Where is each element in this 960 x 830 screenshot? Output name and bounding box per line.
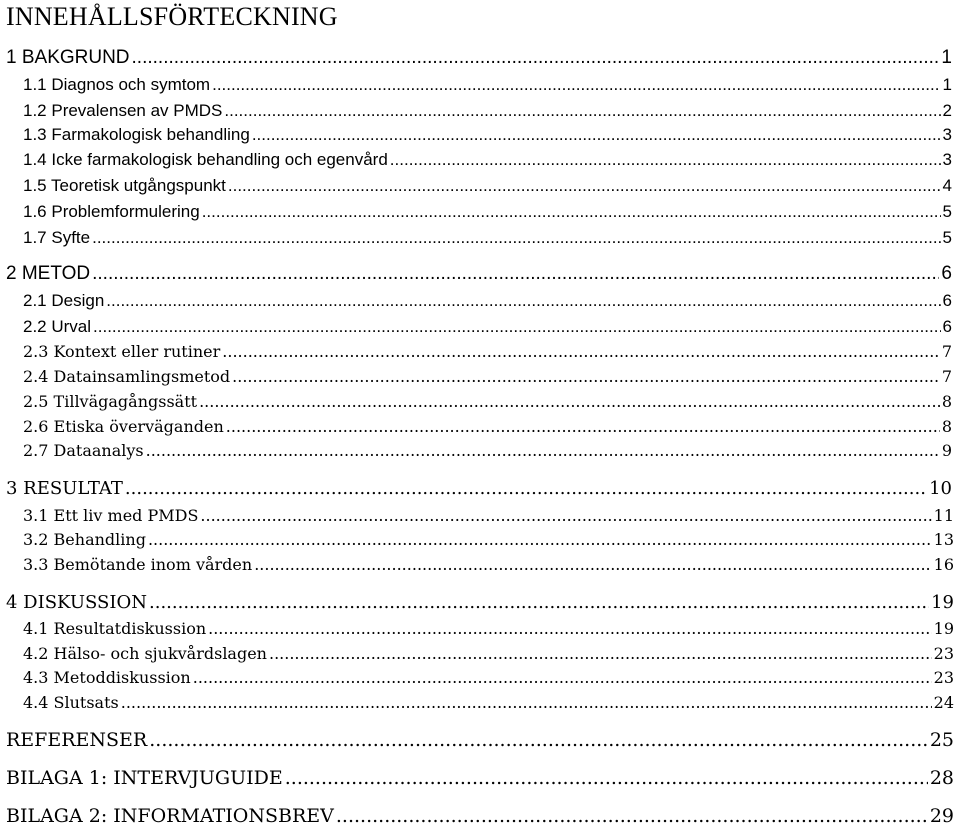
toc-entry-page-number: 6 (942, 291, 952, 310)
dot-leader (226, 417, 940, 436)
toc-entry[interactable] (23, 342, 952, 361)
toc-entry[interactable] (23, 150, 952, 170)
dot-leader (336, 805, 928, 827)
toc-entry[interactable] (23, 555, 954, 574)
toc-entry[interactable] (23, 75, 952, 95)
toc-entry-page-number: 6 (942, 317, 952, 336)
toc-entry[interactable] (6, 263, 952, 285)
toc-entry[interactable] (6, 478, 952, 499)
toc-entry[interactable] (23, 441, 952, 460)
page-title: INNEHÅLLSFÖRTECKNING (6, 2, 338, 31)
toc-entry-title: 2.1 Design (23, 291, 105, 310)
toc-entry-page-number: 25 (929, 729, 954, 751)
toc-entry-page-number: 7 (941, 342, 952, 361)
toc-entry[interactable] (23, 530, 954, 549)
dot-leader (212, 75, 940, 95)
toc-entry[interactable] (23, 392, 952, 411)
dot-leader (199, 392, 940, 411)
dot-leader (254, 555, 931, 574)
toc-entry-page-number: 3 (942, 150, 952, 169)
toc-entry[interactable] (23, 125, 952, 145)
toc-entry[interactable] (6, 47, 952, 69)
toc-entry-page-number: 5 (942, 202, 952, 221)
dot-leader (224, 101, 940, 121)
dot-leader (269, 644, 932, 663)
toc-entry[interactable] (23, 101, 952, 121)
toc-entry-title: 4.4 Slutsats (23, 693, 119, 712)
toc-entry-page-number: 3 (942, 125, 952, 144)
toc-entry-page-number: 19 (933, 619, 954, 638)
toc-entry-title: 1.6 Problemformulering (23, 202, 200, 221)
toc-entry-title: 2.7 Dataanalys (23, 441, 144, 460)
toc-entry-page-number: 6 (941, 263, 952, 284)
toc-entry-page-number: 7 (941, 367, 952, 386)
toc-entry[interactable] (23, 176, 952, 196)
toc-entry[interactable] (6, 805, 954, 827)
toc-entry-title: 1 BAKGRUND (6, 47, 130, 68)
toc-entry-title: 1.1 Diagnos och symtom (23, 75, 211, 94)
dot-leader (193, 668, 932, 687)
dot-leader (146, 441, 940, 460)
toc-entry[interactable] (23, 228, 952, 248)
dot-leader (390, 150, 941, 170)
dot-leader (149, 592, 929, 613)
toc-entry-title: 3.3 Bemötande inom vården (23, 555, 253, 574)
dot-leader (92, 263, 939, 285)
dot-leader (148, 530, 932, 549)
toc-entry-page-number: 13 (933, 530, 954, 549)
toc-entry-title: 2.3 Kontext eller rutiner (23, 342, 221, 361)
toc-entry[interactable] (23, 317, 952, 337)
toc-entry[interactable] (23, 668, 954, 687)
toc-entry[interactable] (23, 417, 952, 436)
toc-entry-page-number: 11 (933, 506, 954, 525)
toc-entry-page-number: 19 (931, 592, 954, 613)
toc-entry-page-number: 9 (941, 441, 952, 460)
toc-entry-page-number: 1 (942, 75, 952, 94)
dot-leader (202, 202, 941, 222)
toc-entry[interactable] (23, 506, 954, 525)
toc-entry-title: 3 RESULTAT (6, 478, 123, 499)
toc-entry-title: 3.2 Behandling (23, 530, 146, 549)
dot-leader (106, 291, 940, 311)
toc-entry-page-number: 5 (942, 228, 952, 247)
toc-entry-title: 1.2 Prevalensen av PMDS (23, 101, 223, 120)
dot-leader (252, 125, 941, 145)
toc-entry-title: 2.6 Etiska överväganden (23, 417, 224, 436)
toc-entry-title: 4.3 Metoddiskussion (23, 668, 191, 687)
toc-entry[interactable] (6, 592, 954, 613)
dot-leader (92, 228, 940, 248)
toc-entry-page-number: 1 (941, 47, 952, 68)
dot-leader (228, 176, 941, 196)
toc-entry-page-number: 2 (942, 101, 952, 120)
toc-entry-title: 1.3 Farmakologisk behandling (23, 125, 250, 144)
toc-entry[interactable] (23, 202, 952, 222)
toc-entry-title: 1.7 Syfte (23, 228, 91, 247)
toc-entry-title: BILAGA 2: INFORMATIONSBREV (6, 805, 334, 827)
toc-entry[interactable] (23, 291, 952, 311)
dot-leader (285, 767, 928, 789)
toc-entry-title: 4.1 Resultatdiskussion (23, 619, 207, 638)
dot-leader (132, 47, 940, 69)
toc-entry-title: 2 METOD (6, 263, 91, 284)
toc-entry[interactable] (6, 767, 954, 789)
dot-leader (125, 478, 927, 499)
dot-leader (222, 342, 940, 361)
toc-entry-title: 2.4 Datainsamlingsmetod (23, 367, 231, 386)
toc-entry-page-number: 8 (941, 417, 952, 436)
toc-entry[interactable] (23, 693, 954, 712)
toc-entry-title: 2.2 Urval (23, 317, 92, 336)
toc-entry-page-number: 28 (929, 767, 954, 789)
toc-entry-page-number: 4 (942, 176, 952, 195)
toc-entry-title: 4.2 Hälso- och sjukvårdslagen (23, 644, 267, 663)
dot-leader (93, 317, 941, 337)
toc-entry-title: 1.4 Icke farmakologisk behandling och egenvård (23, 150, 388, 169)
toc-entry-page-number: 10 (929, 478, 952, 499)
toc-entry-page-number: 8 (941, 392, 952, 411)
toc-entry-page-number: 23 (933, 668, 954, 687)
toc-entry[interactable] (23, 619, 954, 638)
toc-entry-page-number: 29 (929, 805, 954, 827)
toc-entry[interactable] (23, 644, 954, 663)
toc-entry-page-number: 16 (933, 555, 954, 574)
toc-entry-title: 4 DISKUSSION (6, 592, 147, 613)
toc-entry-page-number: 23 (933, 644, 954, 663)
toc-entry-title: REFERENSER (6, 729, 148, 751)
toc-entry-title: 3.1 Ett liv med PMDS (23, 506, 199, 525)
dot-leader (149, 729, 928, 751)
toc-entry[interactable] (6, 729, 954, 751)
toc-entry-title: BILAGA 1: INTERVJUGUIDE (6, 767, 283, 789)
toc-entry-title: 1.5 Teoretisk utgångspunkt (23, 176, 226, 195)
toc-entry-title: 2.5 Tillvägagångssätt (23, 392, 198, 411)
dot-leader (232, 367, 940, 386)
dot-leader (208, 619, 932, 638)
dot-leader (200, 506, 931, 525)
dot-leader (121, 693, 932, 712)
toc-entry-page-number: 24 (933, 693, 954, 712)
toc-entry[interactable] (23, 367, 952, 386)
